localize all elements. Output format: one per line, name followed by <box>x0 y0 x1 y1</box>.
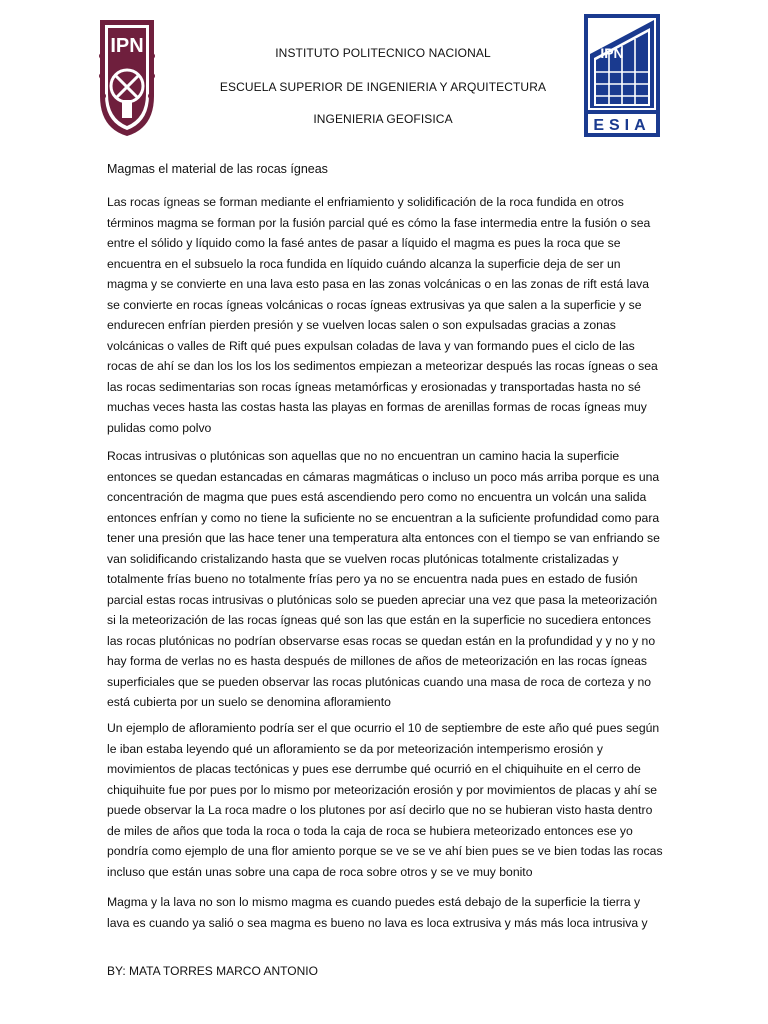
school-name: ESCUELA SUPERIOR DE INGENIERIA Y ARQUITECTURA <box>219 80 547 94</box>
author-line: BY: MATA TORRES MARCO ANTONIO <box>107 964 318 978</box>
esia-top-text: IPN <box>600 45 624 61</box>
paragraph: Las rocas ígneas se forman mediante el enfriamiento y solidificación de la roca fundida en otros términos magma se forman por la fusión parcial qué es cómo la fase intermedia entre la fusión o sea entre el sólido y líquido como la fasé antes de pasar a líquido el magma es pues la roca que se encuentra en el subsuelo la roca fundida en líquido cuándo alcanza la superficie deja de ser un magma y se convierte en una lava esto pasa en las zonas volcánicas o en las zonas de rift está lava se convierte en rocas ígneas volcánicas o rocas ígneas extrusivas ya que salen a la superficie y se endurecen enfrían pierden presión y se vuelven locas salen o son expulsadas gracias a zonas volcánicas o valles de Rift qué pues expulsan coladas de lava y van formando pues el ciclo de las rocas de ahí se dan los los los los sedimentos empiezan a meteorizar después las rocas ígneas o sea las rocas sedimentarias son rocas ígneas metamórficas y erosionadas y transportadas hasta no sé muchas veces hasta las costas hasta las playas en formas de arenillas formas de rocas ígneas muy pulidas como polvo <box>107 195 658 435</box>
esia-bottom-text: ESIA <box>593 117 651 134</box>
ipn-seal-text: IPN <box>110 35 144 57</box>
ipn-seal-logo <box>94 16 160 138</box>
paragraph: Un ejemplo de afloramiento podría ser el que ocurrio el 10 de septiembre de este año qué pues según le iban estaba leyendo qué un afloramiento se da por meteorización intemperismo erosión y movimientos de placas tectónicas y pues ese derrumbe qué ocurrió en el chiquihuite en el cerro de chiquihuite fue por pues por lo mismo por meteorización erosión y por movimientos de placas y ahí se puede observar la La roca madre o los plutones por así decirlo que no se hubieran visto hasta dentro de miles de años que toda la roca o toda la caja de roca se hubiera meteorizado entonces ese yo pondría como ejemplo de una flor amiento porque se ve se ve ahí bien pues se ve bien todas las rocas incluso que están unas sobre una capa de roca sobre otros y se ve muy bonito <box>107 721 663 879</box>
program-name: INGENIERIA GEOFISICA <box>313 112 453 126</box>
esia-building-logo <box>584 14 660 137</box>
paragraph: Magma y la lava no son lo mismo magma es cuando puedes está debajo de la superficie la tierra y lava es cuando ya salió o sea magma es bueno no lava es loca extrusiva y más más loca intrusiva y <box>107 895 648 930</box>
institution-name: INSTITUTO POLITECNICO NACIONAL <box>275 46 491 60</box>
paragraph: Rocas intrusivas o plutónicas son aquellas que no no encuentran un camino hacia la superficie entonces se quedan estancadas en cámaras magmáticas o incluso un poco más arriba porque es una concentración de magma que pues está ascendiendo pero como no encuentra un volcán una salida entonces enfrían y como no tiene la suficiente no se encuentran a la suficiente profundidad como para tener una presión que las hace tener una temperatura alta entonces con el tiempo se van enfriando se van solidificando cristalizando hasta que se vuelven rocas plutónicas totalmente cristalizadas y totalmente frías bueno no totalmente frías pero ya no se encuentra nada pues en estado de fusión parcial estas rocas intrusivas o plutónicas solo se pueden apreciar una vez que pasa la meteorización si la meteorización de las rocas ígneas qué son las que están en la superficie no sucediera entonces las rocas plutónicas no podrían observarse esas rocas se quedan están en la profundidad y y no y no hay forma de verlas no es hasta después de millones de años de meteorización en las rocas ígneas superficiales que se pueden observar las rocas plutónicas cuando una masa de roca de corteza y no está cubierta por un suelo se denomina afloramiento <box>107 449 660 709</box>
document-title: Magmas el material de las rocas ígneas <box>107 162 328 176</box>
